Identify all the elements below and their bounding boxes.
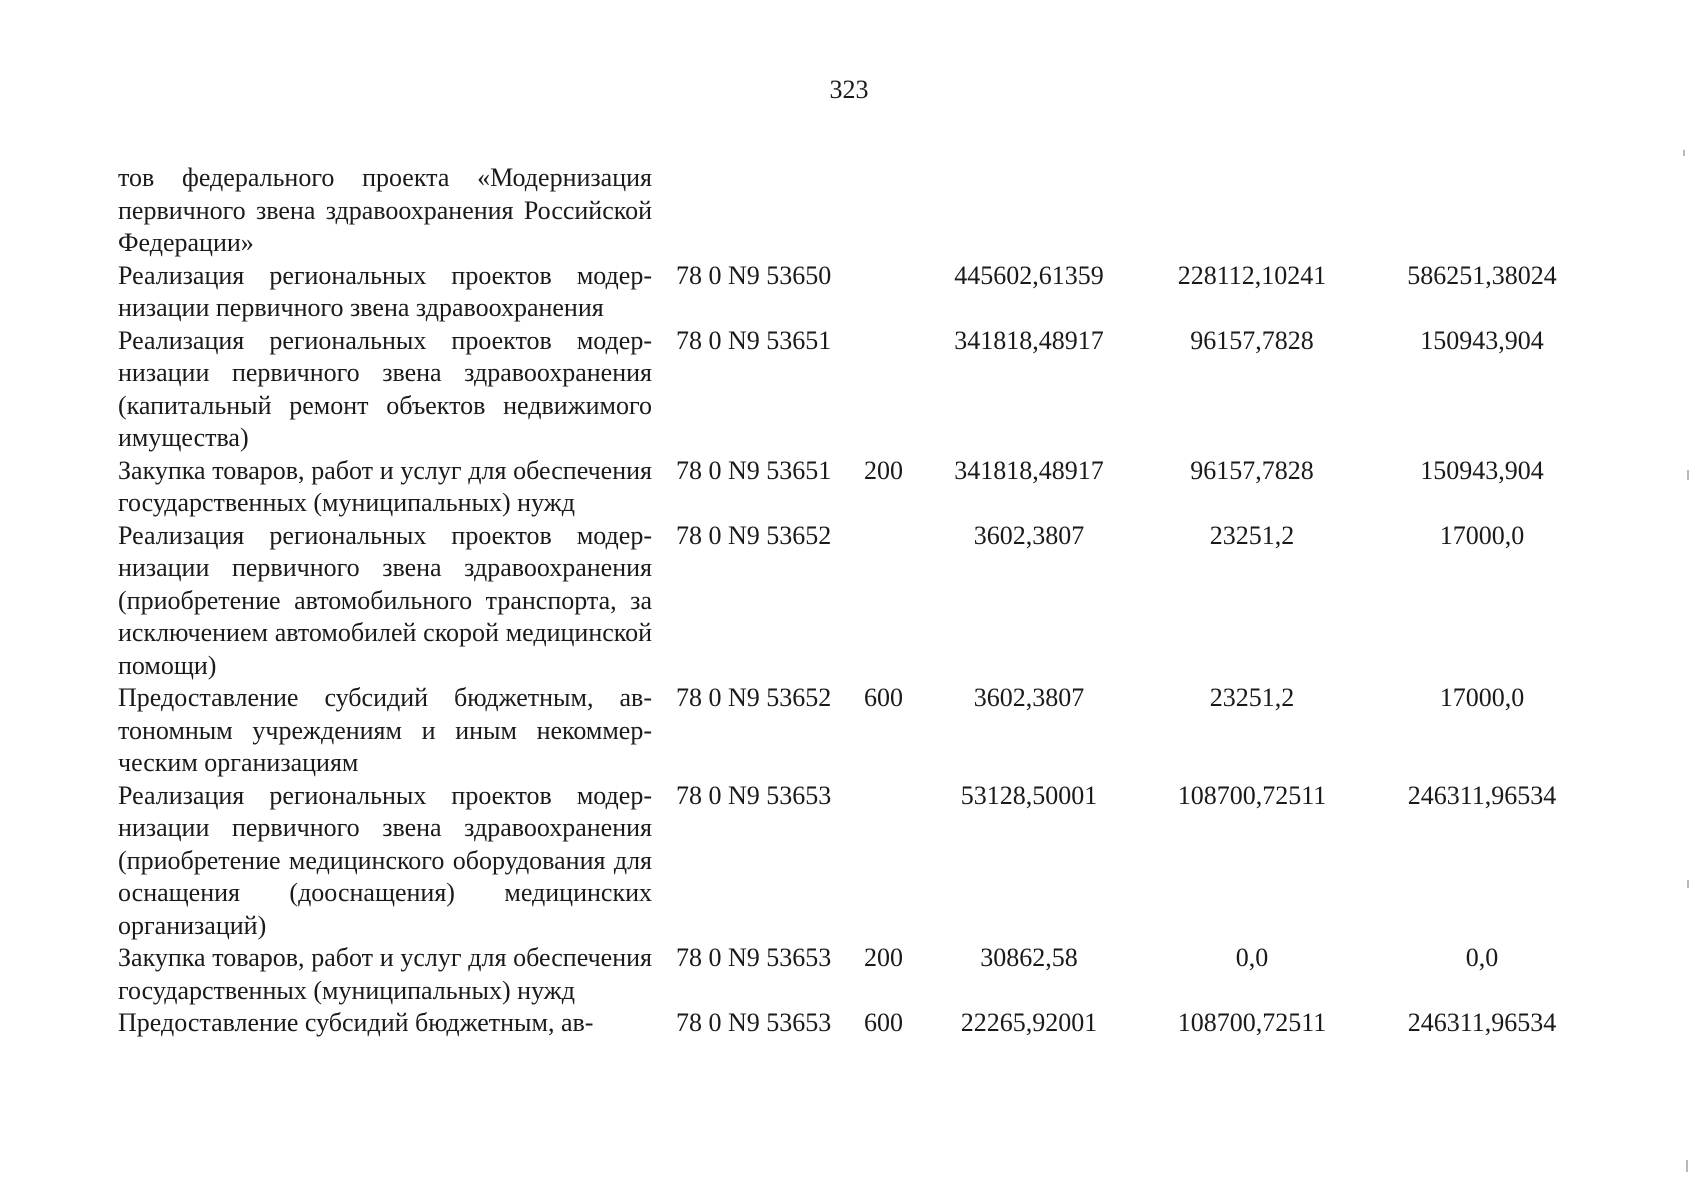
row-name: Предоставление субсидий бюджетным, ав- xyxy=(118,1008,594,1037)
row-value-1: 3602,3807 xyxy=(973,520,1085,550)
column-gap xyxy=(652,682,676,780)
row-value-3: 246311,96534 xyxy=(1407,780,1557,810)
row-code: 78 0 N9 53653 xyxy=(676,780,832,810)
row-name: Закупка товаров, работ и услуг для обеспечения государственных (муниципальных) нужд xyxy=(118,943,652,1005)
table-row xyxy=(118,682,1598,780)
row-expense-type xyxy=(864,162,920,260)
column-gap xyxy=(652,1007,676,1040)
row-name: Реализация региональных проектов модернизации первичного звена здравоохранения (приобретение медицинского оборудования для оснащения (дооснащения) медицинских организаций) xyxy=(118,780,652,940)
row-value-1: 22265,92001 xyxy=(960,1008,1098,1037)
column-gap xyxy=(652,162,676,260)
row-value-2: 228112,10241 xyxy=(1177,260,1327,290)
table-row xyxy=(118,260,1598,325)
scan-mark xyxy=(1687,470,1689,480)
row-name: Предоставление субсидий бюджетным, автономным учреждениям и иным некоммерческим организациям xyxy=(118,683,652,777)
column-gap xyxy=(652,780,676,943)
row-expense-type: 600 xyxy=(864,1008,903,1037)
scan-mark xyxy=(1687,880,1689,888)
row-code xyxy=(676,162,864,260)
row-value-3: 0,0 xyxy=(1465,943,1499,972)
row-name: тов федерального проекта «Модернизация первичного звена здравоохранения Российской Федерации» xyxy=(118,163,652,257)
column-gap xyxy=(652,260,676,325)
row-value-1 xyxy=(920,162,1138,260)
row-value-3: 246311,96534 xyxy=(1407,1008,1557,1037)
table-row xyxy=(118,520,1598,683)
row-expense-type: 600 xyxy=(864,683,903,712)
column-gap xyxy=(652,325,676,455)
page-number: 323 xyxy=(829,75,869,104)
row-code: 78 0 N9 53652 xyxy=(676,520,832,550)
row-value-3: 17000,0 xyxy=(1439,520,1525,550)
table-row xyxy=(118,942,1598,1007)
row-value-2: 23251,2 xyxy=(1209,683,1295,712)
row-value-3: 17000,0 xyxy=(1439,683,1525,712)
row-value-3: 150943,904 xyxy=(1420,455,1544,485)
row-value-2: 96157,7828 xyxy=(1190,325,1314,355)
table-row xyxy=(118,325,1598,455)
column-gap xyxy=(652,942,676,1007)
row-value-1: 3602,3807 xyxy=(973,683,1085,712)
row-expense-type: 200 xyxy=(864,943,903,972)
table-row xyxy=(118,455,1598,520)
row-name: Реализация региональных проектов модернизации первичного звена здравоохранения (приобретение автомобильного транспорта, за исключением автомобилей скорой медицинской помощи) xyxy=(118,520,652,680)
row-value-2 xyxy=(1138,162,1366,260)
scan-mark xyxy=(1686,1160,1688,1172)
table-row xyxy=(118,780,1598,943)
row-value-1: 30862,58 xyxy=(980,943,1078,972)
row-expense-type xyxy=(864,325,920,455)
row-code: 78 0 N9 53650 xyxy=(676,260,832,290)
row-expense-type xyxy=(864,780,920,943)
column-gap xyxy=(652,520,676,683)
column-gap xyxy=(652,455,676,520)
row-value-2: 0,0 xyxy=(1235,943,1269,972)
row-value-1: 53128,50001 xyxy=(960,780,1098,810)
row-value-3: 586251,38024 xyxy=(1407,260,1557,290)
row-value-2: 23251,2 xyxy=(1209,520,1295,550)
row-value-3: 150943,904 xyxy=(1420,325,1544,355)
budget-table-body xyxy=(118,162,1598,1040)
row-code: 78 0 N9 53653 xyxy=(676,943,832,972)
row-name: Закупка товаров, работ и услуг для обеспечения государственных (муниципальных) нужд xyxy=(118,455,652,517)
row-value-1: 341818,48917 xyxy=(954,455,1104,485)
table-row xyxy=(118,162,1598,260)
row-name: Реализация региональных проектов модернизации первичного звена здравоохранения (капитальный ремонт объектов недвижимого имущества) xyxy=(118,325,652,452)
row-value-2: 108700,72511 xyxy=(1177,1008,1327,1037)
row-value-3 xyxy=(1366,162,1598,260)
row-name: Реализация региональных проектов модернизации первичного звена здравоохранения xyxy=(118,260,652,322)
row-code: 78 0 N9 53651 xyxy=(676,325,832,355)
row-expense-type: 200 xyxy=(864,455,903,485)
row-code: 78 0 N9 53653 xyxy=(676,1008,832,1037)
table-row xyxy=(118,1007,1598,1040)
row-value-1: 445602,61359 xyxy=(954,260,1104,290)
row-value-2: 108700,72511 xyxy=(1177,780,1327,810)
row-expense-type xyxy=(864,520,920,683)
row-value-2: 96157,7828 xyxy=(1190,455,1314,485)
row-code: 78 0 N9 53652 xyxy=(676,683,832,712)
scan-mark xyxy=(1683,150,1685,156)
budget-table xyxy=(118,162,1598,1040)
row-expense-type xyxy=(864,260,920,325)
row-value-1: 341818,48917 xyxy=(954,325,1104,355)
row-code: 78 0 N9 53651 xyxy=(676,455,832,485)
